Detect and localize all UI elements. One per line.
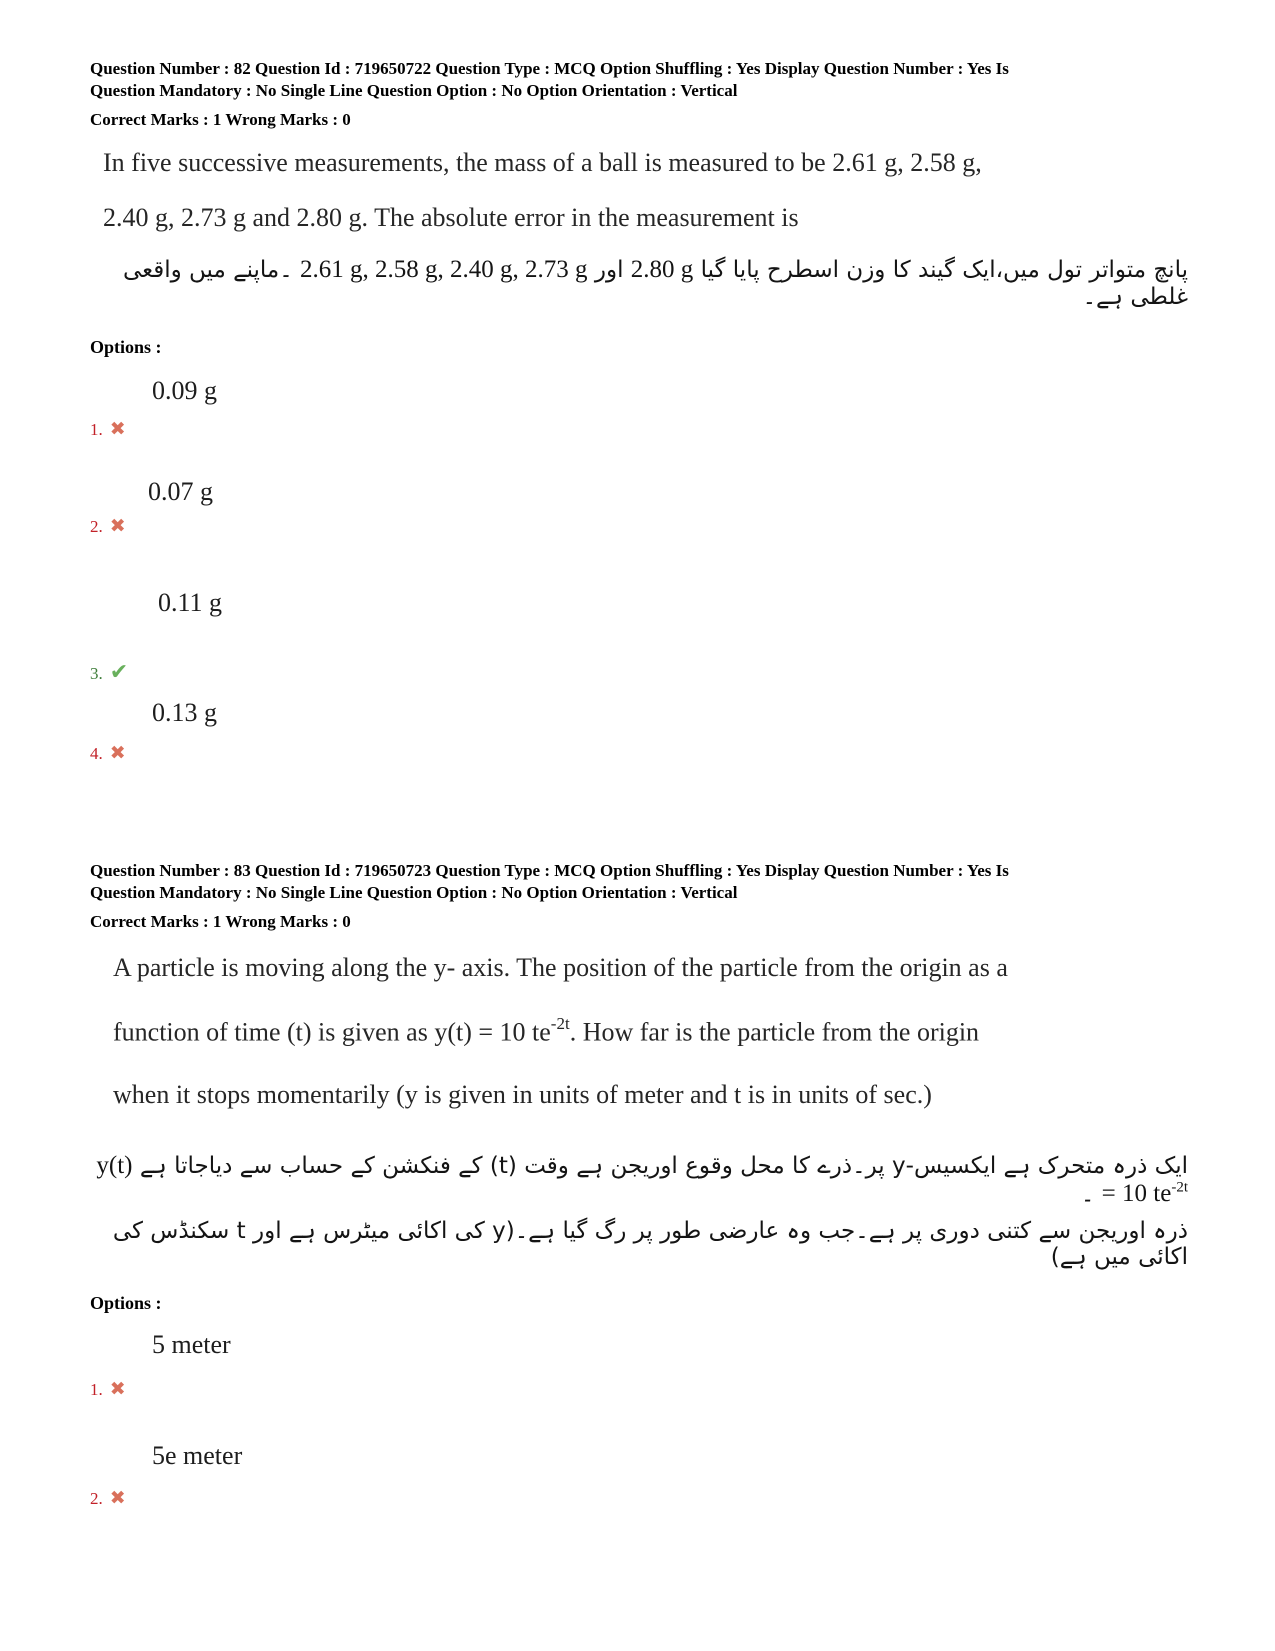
urdu-number-segment: 2.61 g, 2.58 g, 2.40 g, 2.73 g [300,256,588,283]
formula-body: y(t) = 10 te [96,1152,1172,1208]
urdu-number-segment: 2.80 g [630,256,694,283]
question-text-en-line2: 2.40 g, 2.73 g and 2.80 g. The absolute error in the measurement is [103,203,799,232]
formula-superscript: -2t [1171,1180,1188,1196]
cross-icon: ✖ [109,418,126,440]
question-text-en-line1: In five successive measurements, the mass of a ball is measured to be 2.61 g, 2.58 g, [103,148,982,177]
option-1-result [90,418,126,440]
options-label: Options : [90,1293,162,1313]
option-number: 1. [90,1380,103,1399]
option-1-result [90,1378,126,1400]
urdu-segment: ۔ماپنے میں واقعی غلطی ہے۔ [122,257,1188,310]
options-label: Options : [90,337,162,357]
option-number: 4. [90,744,103,763]
option-3-result [90,660,128,685]
option-2-result [90,515,126,537]
option-number: 3. [90,664,103,683]
option-2-result [90,1487,126,1509]
meta-marks-line: Correct Marks : 1 Wrong Marks : 0 [90,110,351,129]
urdu-segment: ۔ [1080,1181,1095,1208]
meta-marks-line: Correct Marks : 1 Wrong Marks : 0 [90,912,351,931]
question-text-urdu [88,256,1188,310]
meta-line-2: Question Mandatory : No Single Line Question Option : No Option Orientation : Vertical [90,883,738,902]
option-4-text: 0.13 g [152,698,217,727]
option-3-text: 0.11 g [158,588,223,617]
meta-line-1: Question Number : 82 Question Id : 719650722 Question Type : MCQ Option Shuffling : Yes Display Question Number : Yes Is [90,59,1009,78]
option-number: 2. [90,517,103,536]
meta-line-1: Question Number : 83 Question Id : 719650723 Question Type : MCQ Option Shuffling : Yes Display Question Number : Yes Is [90,861,1009,880]
meta-line-2: Question Mandatory : No Single Line Question Option : No Option Orientation : Vertical [90,81,738,100]
option-2-text: 5e meter [152,1441,243,1470]
cross-icon: ✖ [109,742,126,764]
urdu-segment: اور [594,257,624,283]
urdu-segment: ایک ذرہ متحرک ہے ایکسیس-y پر۔ذرے کا محل وقوع اوریجن ہے وقت (t) کے فنکشن کے حساب سے دیاجاتا ہے [139,1153,1188,1179]
check-icon: ✔ [109,660,129,685]
option-1-text: 0.09 g [152,376,217,405]
text-segment: . How far is the particle from the origin [569,1017,980,1047]
option-1-text: 5 meter [152,1330,231,1359]
question-meta [90,58,1100,131]
option-4-result [90,742,126,764]
option-number: 2. [90,1489,103,1508]
question-text-en-line2 [113,1016,979,1048]
formula-text: function of time (t) is given as y(t) = 10 te [113,1017,551,1047]
option-number: 1. [90,420,103,439]
urdu-segment: پانچ متواتر تول میں،ایک گیند کا وزن اسطرح پایا گیا [700,257,1188,283]
question-text-urdu-line2: ذرہ اوریجن سے کتنی دوری پر ہے۔جب وہ عارضی طور پر رگ گیا ہے۔(y کی اکائی میٹرس ہے اور t سکنڈس کی اکائی میں ہے) [112,1218,1188,1270]
question-meta [90,860,1100,933]
formula-superscript: -2t [550,1014,570,1033]
option-2-text: 0.07 g [148,477,213,506]
cross-icon: ✖ [109,1378,126,1400]
cross-icon: ✖ [109,1487,126,1509]
question-text-en-line3: when it stops momentarily (y is given in units of meter and t is in units of sec.) [113,1080,932,1109]
question-text-urdu-line1 [88,1152,1188,1208]
cross-icon: ✖ [109,515,126,537]
question-text-en-line1: A particle is moving along the y- axis. The position of the particle from the origin as a [113,953,1008,982]
